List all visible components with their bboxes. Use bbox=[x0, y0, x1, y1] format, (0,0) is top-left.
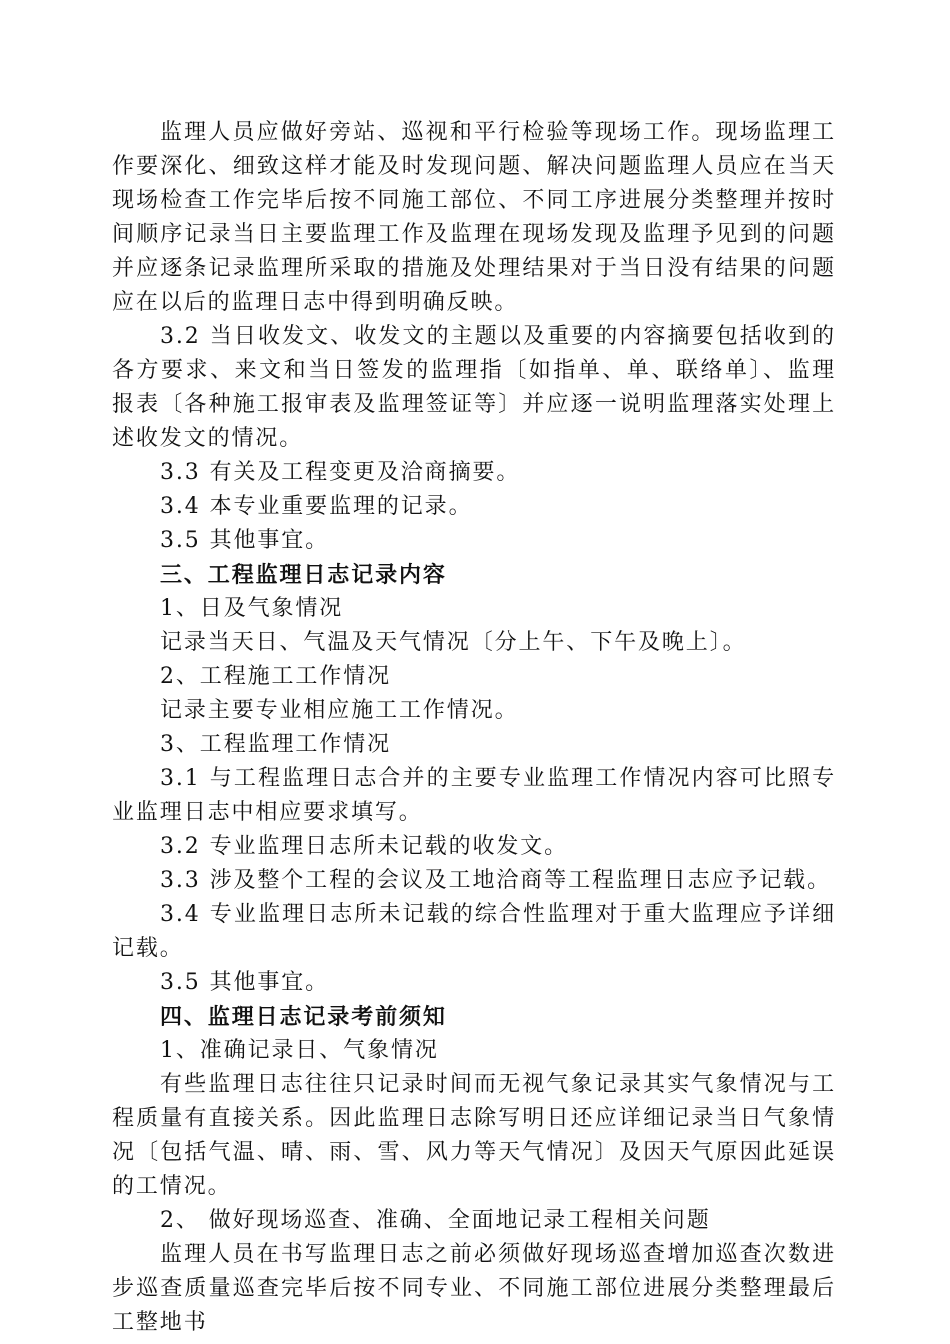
paragraph: 3.3 有关及工程变更及洽商摘要。 bbox=[160, 460, 521, 485]
paragraph: 监理人员在书写监理日志之前必须做好现场巡查增加巡查次数进步巡查质量巡查完毕后按不同专业、不同施工部位进展分类整理最后工整地书 bbox=[112, 1242, 836, 1335]
paragraph: 3.4 专业监理日志所未记载的综合性监理对于重大监理应予详细记载。 bbox=[112, 902, 836, 961]
paragraph: 有些监理日志往往只记录时间而无视气象记录其实气象情况与工程质量有直接关系。因此监理日志除写明日还应详细记录当日气象情况〔包括气温、晴、雨、雪、风力等天气情况〕及因天气原因此延误的工情况。 bbox=[112, 1072, 836, 1199]
section-heading: 三、工程监理日志记录内容 bbox=[160, 562, 447, 588]
paragraph: 1、准确记录日、气象情况 bbox=[160, 1038, 439, 1063]
paragraph: 3.4 本专业重要监理的记录。 bbox=[160, 494, 473, 519]
paragraph: 监理人员应做好旁站、巡视和平行检验等现场工作。现场监理工作要深化、细致这样才能及时发现问题、解决问题监理人员应在当天现场检查工作完毕后按不同施工部位、不同工序进展分类整理并按时间顺序记录当日主要监理工作及监理在现场发现及监理予见到的问题并应逐条记录监理所采取的措施及处理结果对于当日没有结果的问题应在以后的监理日志中得到明确反映。 bbox=[112, 120, 836, 315]
paragraph: 2、工程施工工作情况 bbox=[160, 664, 391, 689]
paragraph: 3.2 当日收发文、收发文的主题以及重要的内容摘要包括收到的各方要求、来文和当日签发的监理指〔如指单、单、联络单〕、监理报表〔各种施工报审表及监理签证等〕并应逐一说明监理落实处理上述收发文的情况。 bbox=[112, 324, 836, 451]
paragraph: 3.2 专业监理日志所未记载的收发文。 bbox=[160, 834, 569, 859]
paragraph: 3.1 与工程监理日志合并的主要专业监理工作情况内容可比照专业监理日志中相应要求填写。 bbox=[112, 766, 836, 825]
paragraph: 2、 做好现场巡查、准确、全面地记录工程相关问题 bbox=[160, 1208, 711, 1233]
paragraph: 1、日及气象情况 bbox=[160, 596, 344, 621]
paragraph: 记录主要专业相应施工工作情况。 bbox=[160, 698, 519, 723]
paragraph: 记录当天日、气温及天气情况〔分上午、下午及晚上〕。 bbox=[160, 630, 747, 655]
paragraph: 3.5 其他事宜。 bbox=[160, 528, 330, 553]
document-body bbox=[112, 116, 836, 1340]
section-heading: 四、监理日志记录考前须知 bbox=[160, 1004, 447, 1030]
paragraph: 3.5 其他事宜。 bbox=[160, 970, 330, 995]
paragraph: 3、工程监理工作情况 bbox=[160, 732, 391, 757]
paragraph: 3.3 涉及整个工程的会议及工地洽商等工程监理日志应予记载。 bbox=[160, 868, 831, 893]
